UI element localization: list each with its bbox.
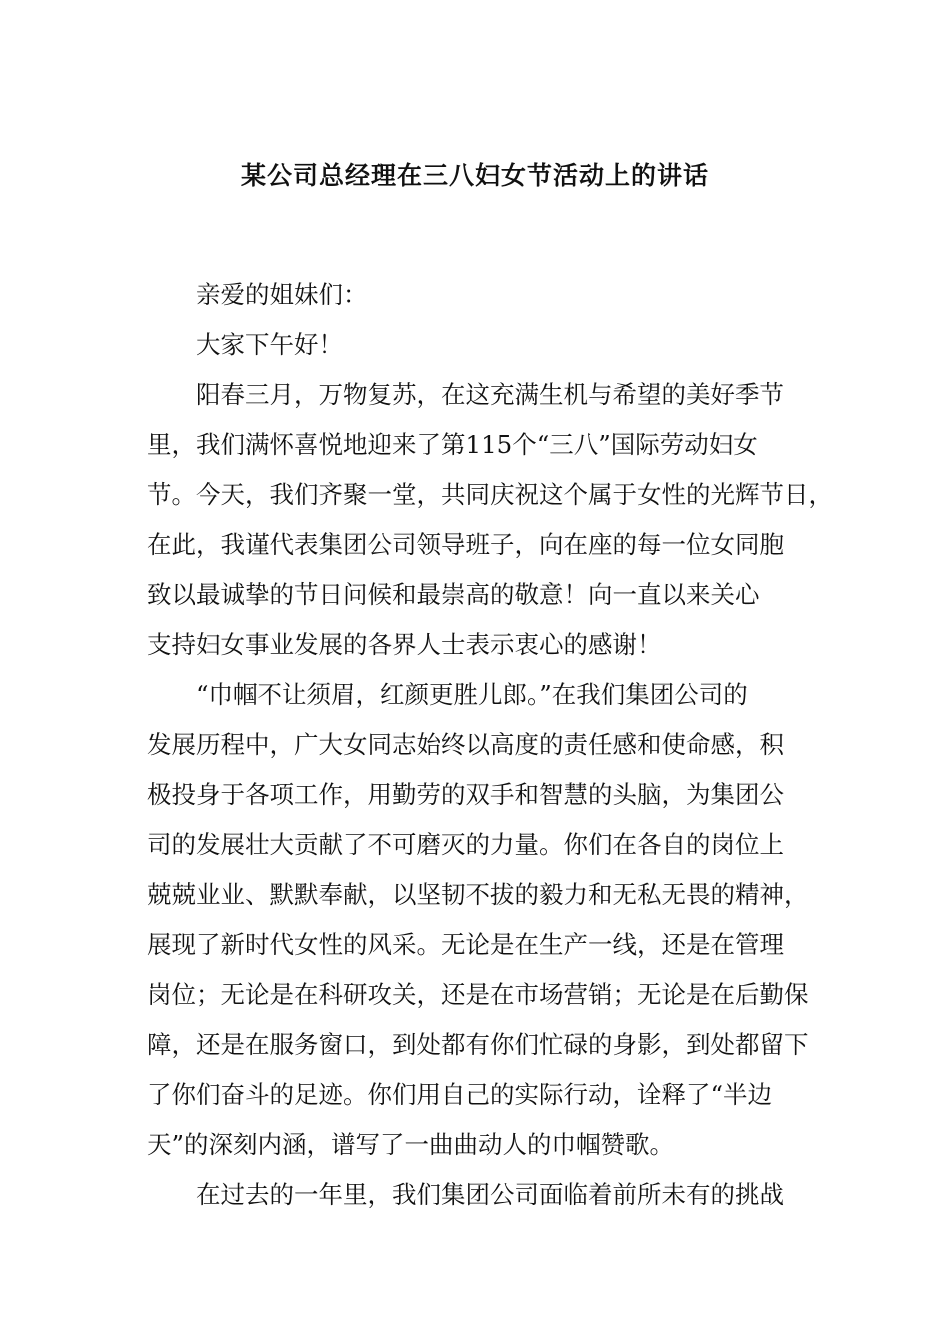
document-title: 某公司总经理在三八妇女节活动上的讲话 (240, 161, 709, 190)
text-line: 阳春三月，万物复苏，在这充满生机与希望的美好季节 (196, 380, 784, 409)
text-line: 大家下午好！ (196, 330, 343, 359)
text-line: 岗位；无论是在科研攻关，还是在市场营销；无论是在后勤保 (147, 980, 809, 1009)
text-line: 极投身于各项工作，用勤劳的双手和智慧的头脑，为集团公 (147, 780, 784, 809)
text-line: 在此，我谨代表集团公司领导班子，向在座的每一位女同胞 (147, 530, 784, 559)
text-line: “巾帼不让须眉，红颜更胜儿郎。”在我们集团公司的 (196, 680, 748, 709)
text-line: 展现了新时代女性的风采。无论是在生产一线，还是在管理 (147, 930, 784, 959)
text-line: 障，还是在服务窗口，到处都有你们忙碌的身影，到处都留下 (147, 1030, 809, 1059)
text-line: 节。今天，我们齐聚一堂，共同庆祝这个属于女性的光辉节日， (147, 480, 833, 509)
document-body (147, 270, 833, 1220)
text-line: 了你们奋斗的足迹。你们用自己的实际行动，诠释了“半边 (147, 1080, 773, 1109)
text-line: 亲爱的姐妹们： (196, 280, 368, 309)
salutation-line (147, 320, 807, 370)
greeting-line (147, 270, 807, 320)
paragraph-3 (147, 1170, 807, 1220)
text-line: 发展历程中，广大女同志始终以高度的责任感和使命感，积 (147, 730, 784, 759)
text-line: 司的发展壮大贡献了不可磨灭的力量。你们在各自的岗位上 (147, 830, 784, 859)
text-line: 天”的深刻内涵，谱写了一曲曲动人的巾帼赞歌。 (147, 1130, 675, 1159)
text-line: 支持妇女事业发展的各界人士表示衷心的感谢！ (147, 630, 662, 659)
text-line: 兢兢业业、默默奉献，以坚韧不拔的毅力和无私无畏的精神， (147, 880, 809, 909)
paragraph-1 (147, 370, 833, 670)
text-line: 致以最诚挚的节日问候和最崇高的敬意！向一直以来关心 (147, 580, 760, 609)
paragraph-2 (147, 670, 807, 1170)
text-line: 在过去的一年里，我们集团公司面临着前所未有的挑战 (196, 1180, 784, 1209)
text-line: 里，我们满怀喜悦地迎来了第115个“三八”国际劳动妇女 (147, 430, 758, 459)
